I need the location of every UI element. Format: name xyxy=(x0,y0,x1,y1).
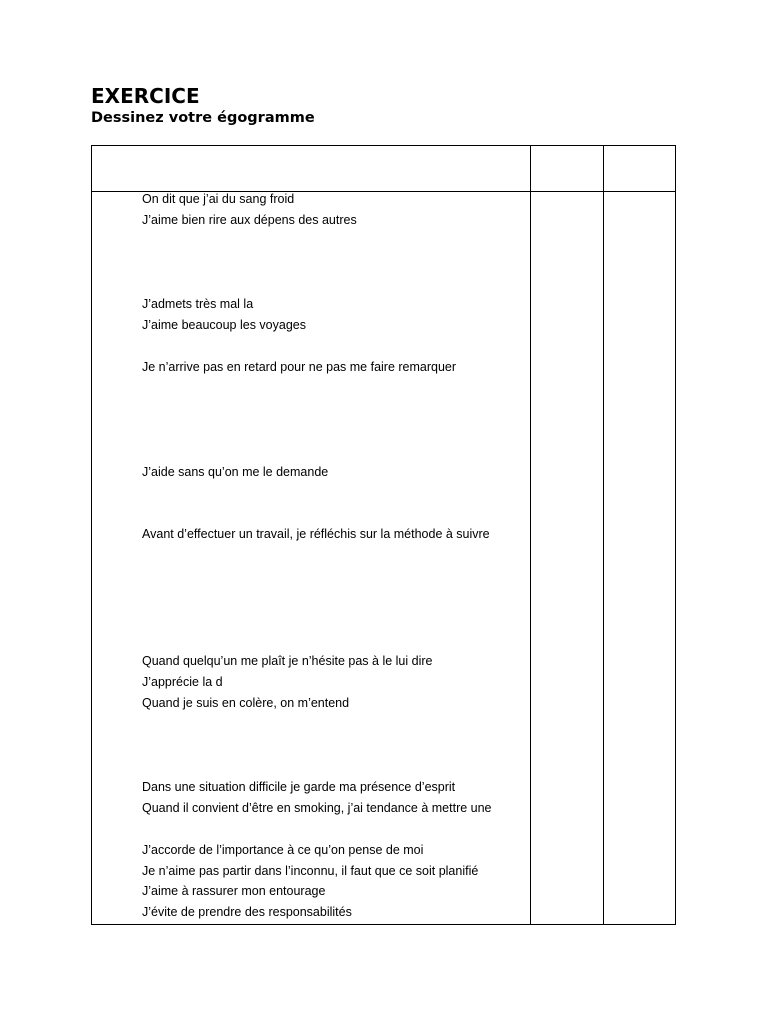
column-divider-1 xyxy=(530,146,531,924)
statement-item: Avant d’effectuer un travail, je réfléchis sur la méthode à suivre xyxy=(142,527,490,541)
statement-item: On dit que j’ai du sang froid xyxy=(142,192,295,206)
column-divider-2 xyxy=(603,146,604,924)
statement-item: J’évite de prendre des responsabilités xyxy=(142,905,352,919)
statement-item: J’aime à rassurer mon entourage xyxy=(142,884,326,898)
statement-item: Quand il convient d’être en smoking, j’ai tendance à mettre une xyxy=(142,801,492,815)
statement-item: Je n’arrive pas en retard pour ne pas me faire remarquer xyxy=(142,360,457,374)
statement-item: J’aime bien rire aux dépens des autres xyxy=(142,213,357,227)
page-subtitle: Dessinez votre égogramme xyxy=(91,110,315,126)
statement-item: Dans une situation difficile je garde ma présence d’esprit xyxy=(142,780,456,794)
statement-item: J’accorde de l’importance à ce qu’on pense de moi xyxy=(142,843,424,857)
statement-item: J’aime beaucoup les voyages xyxy=(142,318,306,332)
statement-item: Je n’aime pas partir dans l’inconnu, il faut que ce soit planifié xyxy=(142,864,479,878)
statement-item: Quand quelqu’un me plaît je n’hésite pas à le lui dire xyxy=(142,654,433,668)
statement-item: J’admets très mal la xyxy=(142,297,254,311)
statement-item: Quand je suis en colère, on m’entend xyxy=(142,696,350,710)
statement-item: J’aide sans qu’on me le demande xyxy=(142,465,329,479)
statement-item: J’apprécie la d xyxy=(142,675,223,689)
page-title: EXERCICE xyxy=(91,84,200,108)
